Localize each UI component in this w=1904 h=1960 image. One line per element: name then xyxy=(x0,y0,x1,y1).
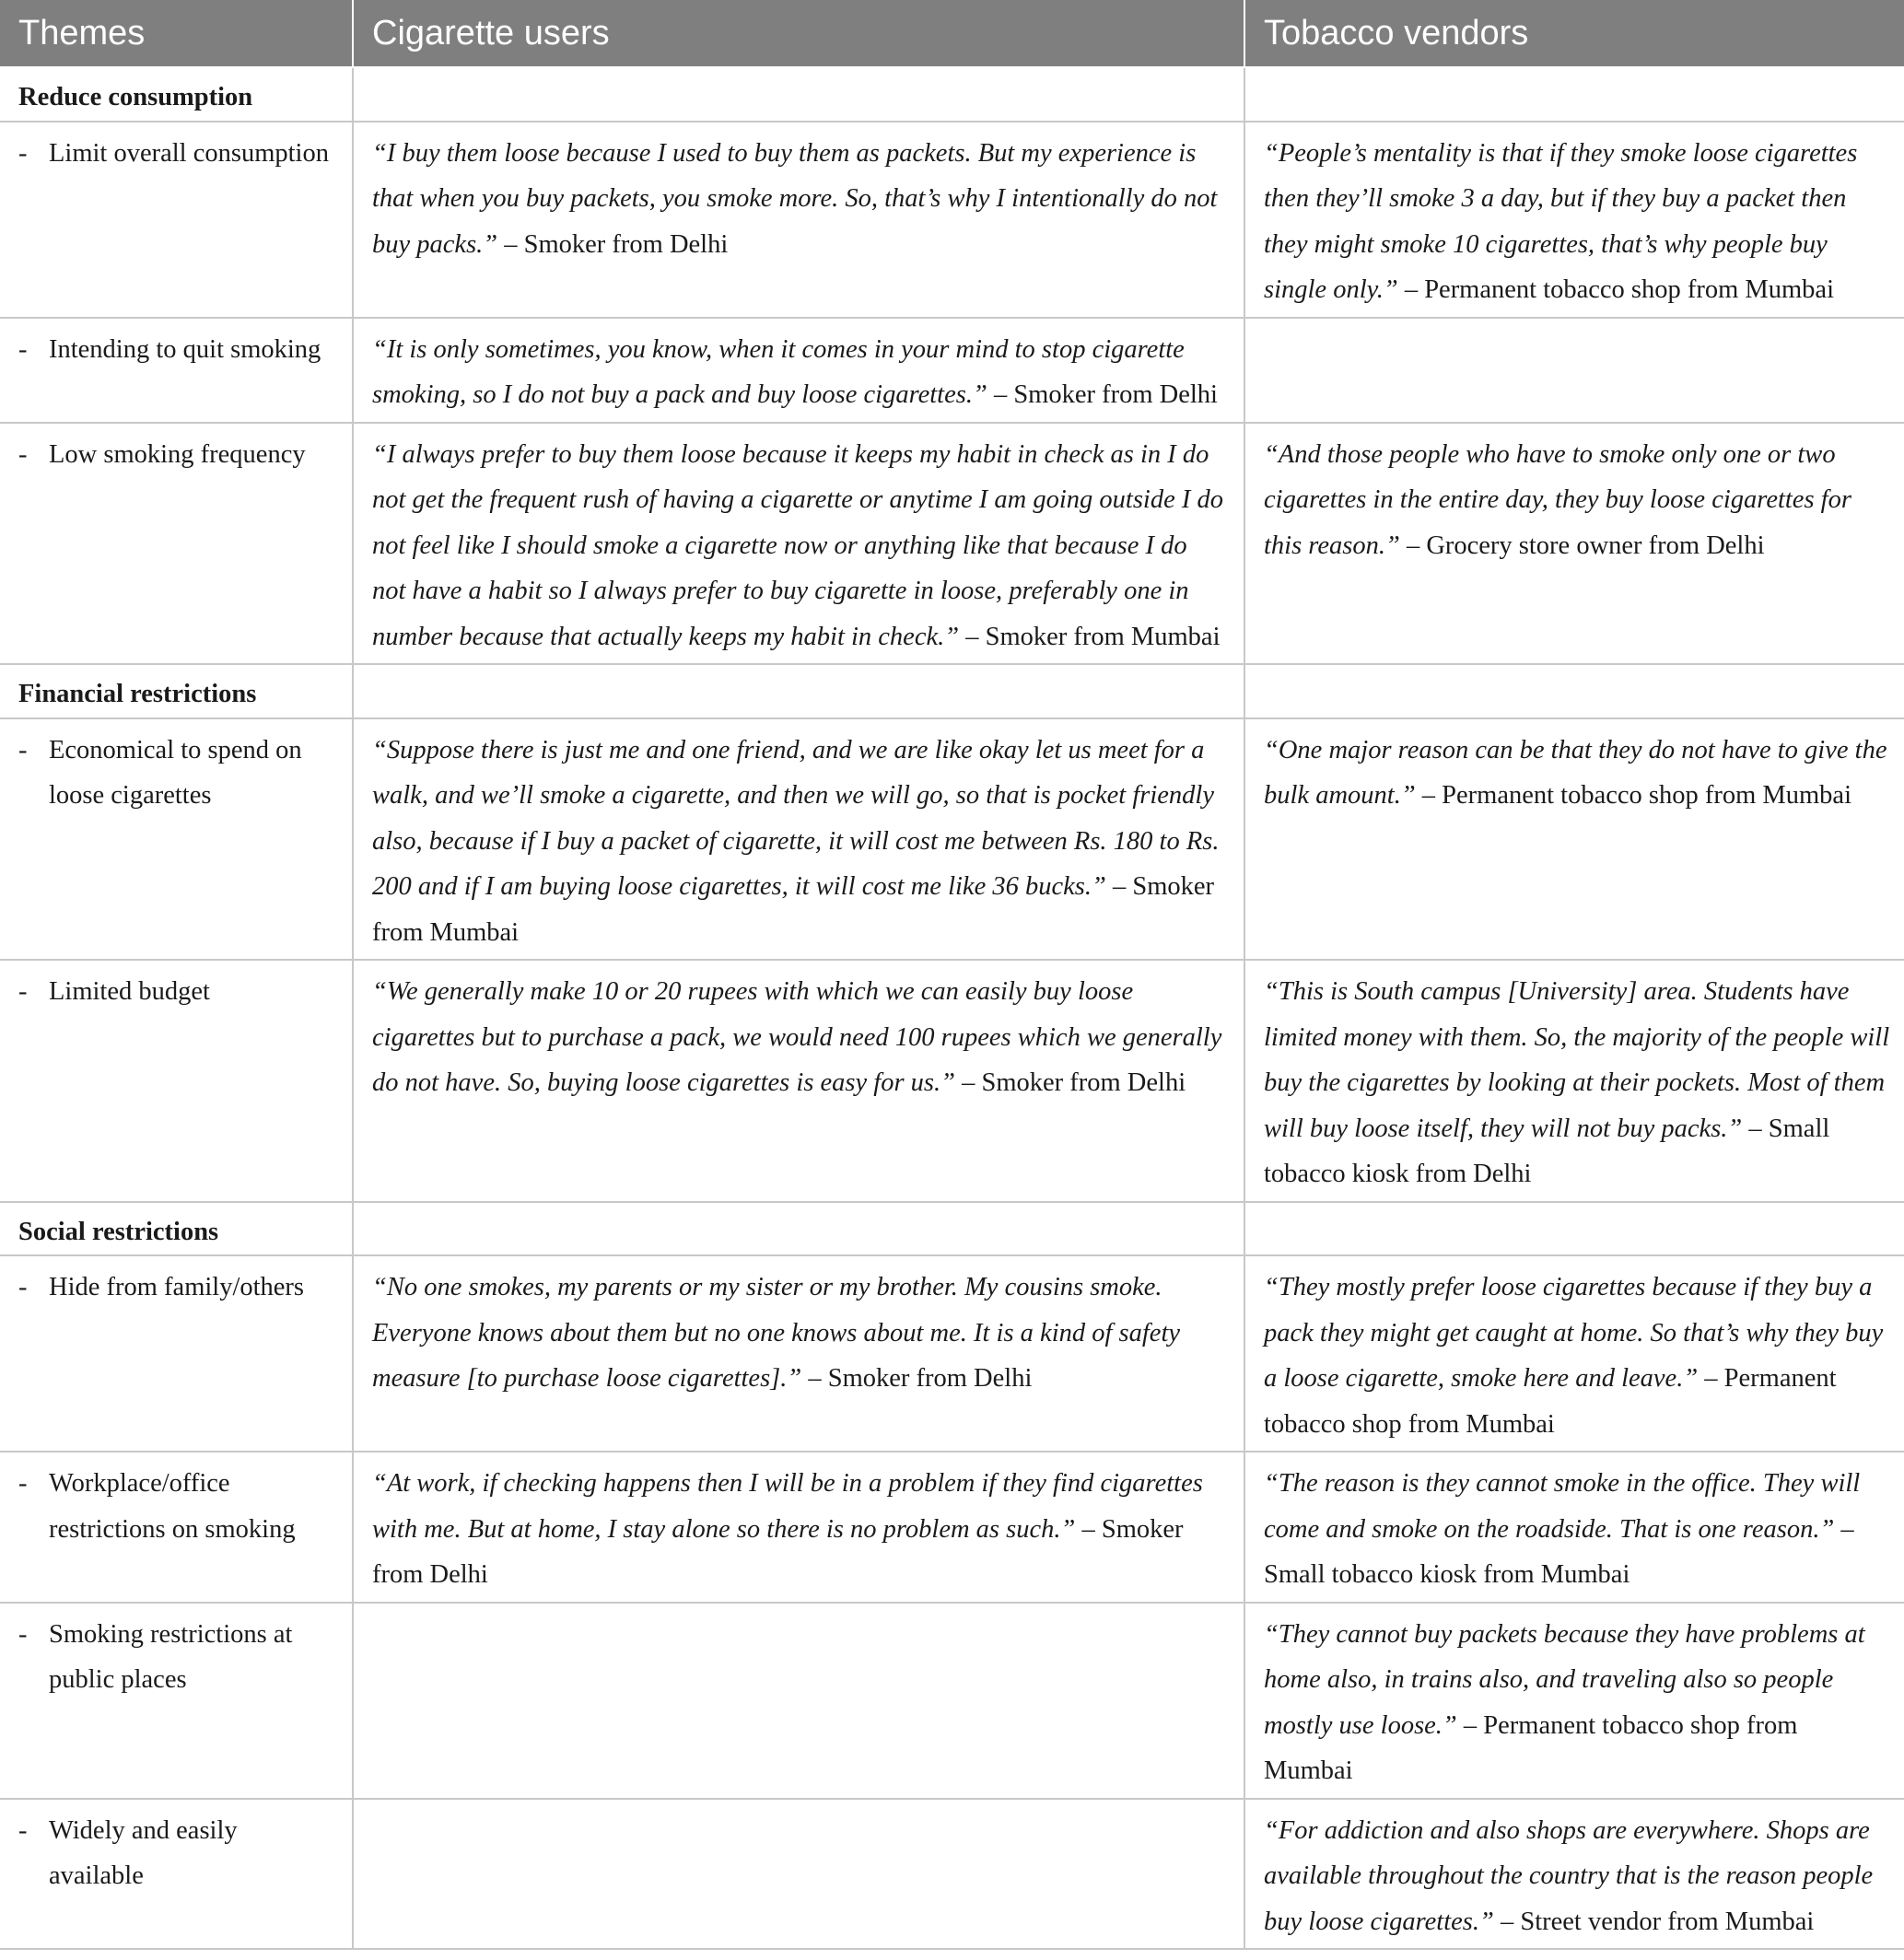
section-empty-cell xyxy=(1244,1202,1904,1256)
section-row-financial-restrictions xyxy=(0,664,1904,718)
users-quote: “We generally make 10 or 20 rupees with which we can easily buy loose cigarettes but to purchase a pack, we would need 100 rupees which we generally do not have. So, buying loose cigarettes is easy for us.” xyxy=(372,977,1222,1097)
vendors-source: – Street vendor from Mumbai xyxy=(1493,1907,1815,1936)
table-row xyxy=(0,960,1904,1202)
vendors-source: – Grocery store owner from Delhi xyxy=(1399,531,1765,560)
users-source: – Smoker from Mumbai xyxy=(372,872,1215,947)
theme-label: Economical to spend on loose cigarettes xyxy=(49,735,302,810)
users-quote: “I always prefer to buy them loose because it keeps my habit in check as in I do not get the frequent rush of having a cigarette or anytime I am going outside I do not feel like I should smoke a cigarette now or anything like that because I do not have a habit so I always prefer to buy cigarette in loose, preferably one in number because that actually keeps my habit in check.” xyxy=(372,439,1223,651)
users-source: – Smoker from Delhi xyxy=(987,380,1218,409)
vendors-quote: “People’s mentality is that if they smoke loose cigarettes then they’ll smoke 3 a day, but if they buy a packet then they might smoke 10 cigarettes, that’s why people buy single only.” xyxy=(1264,138,1858,304)
section-title: Reduce consumption xyxy=(0,67,353,122)
vendors-cell xyxy=(1244,1452,1904,1603)
vendors-source: – Permanent tobacco shop from Mumbai xyxy=(1415,781,1851,810)
users-cell xyxy=(353,1452,1244,1603)
vendors-source: – Permanent tobacco shop from Mumbai xyxy=(1264,1710,1798,1785)
vendors-cell xyxy=(1244,122,1904,318)
users-source: – Smoker from Mumbai xyxy=(959,622,1221,651)
table-row xyxy=(0,1603,1904,1799)
table-row xyxy=(0,1255,1904,1452)
users-cell xyxy=(353,1255,1244,1452)
section-empty-cell xyxy=(353,67,1244,122)
theme-cell xyxy=(0,1799,353,1950)
theme-label: Workplace/office restrictions on smoking xyxy=(49,1469,296,1544)
vendors-cell xyxy=(1244,718,1904,961)
dash-marker: - xyxy=(18,1815,28,1845)
dash-marker: - xyxy=(18,977,28,1006)
theme-label: Hide from family/others xyxy=(49,1273,305,1301)
users-source: – Smoker from Delhi xyxy=(372,1514,1184,1589)
section-title: Social restrictions xyxy=(0,1202,353,1256)
dash-marker: - xyxy=(18,439,28,469)
users-source: – Smoker from Delhi xyxy=(801,1364,1033,1393)
theme-label: Limit overall consumption xyxy=(49,138,329,168)
table-row xyxy=(0,1452,1904,1603)
header-cigarette-users: Cigarette users xyxy=(353,0,1244,67)
theme-cell xyxy=(0,1452,353,1603)
users-cell xyxy=(353,960,1244,1202)
theme-label: Low smoking frequency xyxy=(49,439,306,469)
header-tobacco-vendors: Tobacco vendors xyxy=(1244,0,1904,67)
users-cell xyxy=(353,122,1244,318)
table-row xyxy=(0,1799,1904,1950)
users-source: – Smoker from Delhi xyxy=(955,1068,1186,1097)
users-cell xyxy=(353,423,1244,665)
section-empty-cell xyxy=(1244,67,1904,122)
vendors-cell xyxy=(1244,960,1904,1202)
users-quote: “Suppose there is just me and one friend, and we are like okay let us meet for a walk, and we’ll smoke a cigarette, and then we will go, so that is pocket friendly also, because if I buy a packet of cigarette, it will cost me between Rs. 180 to Rs. 200 and if I am buying loose cigarettes, it will cost me like 36 bucks.” xyxy=(372,735,1220,901)
section-title: Financial restrictions xyxy=(0,664,353,718)
theme-cell xyxy=(0,122,353,318)
vendors-quote: “They cannot buy packets because they have problems at home also, in trains also, and traveling also so people mostly use loose.” xyxy=(1264,1619,1865,1740)
users-source: – Smoker from Delhi xyxy=(497,229,729,259)
users-quote: “No one smokes, my parents or my sister or my brother. My cousins smoke. Everyone knows about them but no one knows about me. It is a kind of safety measure [to purchase loose cigarettes].” xyxy=(372,1273,1181,1393)
section-empty-cell xyxy=(353,664,1244,718)
vendors-source: – Small tobacco kiosk from Mumbai xyxy=(1264,1514,1854,1589)
theme-cell xyxy=(0,960,353,1202)
table-row xyxy=(0,318,1904,423)
table-row xyxy=(0,718,1904,961)
dash-marker: - xyxy=(18,735,28,764)
section-row-reduce-consumption xyxy=(0,67,1904,122)
section-empty-cell xyxy=(353,1202,1244,1256)
users-cell xyxy=(353,718,1244,961)
vendors-cell xyxy=(1244,1255,1904,1452)
vendors-cell xyxy=(1244,1603,1904,1799)
vendors-quote: “One major reason can be that they do not have to give the bulk amount.” xyxy=(1264,735,1887,810)
users-cell xyxy=(353,1603,1244,1799)
table-row xyxy=(0,122,1904,318)
dash-marker: - xyxy=(18,334,28,364)
theme-label: Limited budget xyxy=(49,977,210,1006)
theme-label: Intending to quit smoking xyxy=(49,334,321,364)
header-row xyxy=(0,0,1904,67)
vendors-cell xyxy=(1244,318,1904,423)
dash-marker: - xyxy=(18,1619,28,1649)
theme-cell xyxy=(0,718,353,961)
header-themes: Themes xyxy=(0,0,353,67)
theme-cell xyxy=(0,423,353,665)
section-empty-cell xyxy=(1244,664,1904,718)
dash-marker: - xyxy=(18,1273,28,1301)
theme-cell xyxy=(0,318,353,423)
table-row xyxy=(0,423,1904,665)
vendors-cell xyxy=(1244,1799,1904,1950)
theme-label: Widely and easily available xyxy=(49,1815,238,1890)
users-quote: “At work, if checking happens then I will be in a problem if they find cigarettes with me. But at home, I stay alone so there is no problem as such.” xyxy=(372,1469,1203,1544)
vendors-source: – Permanent tobacco shop from Mumbai xyxy=(1397,275,1834,304)
vendors-quote: “And those people who have to smoke only one or two cigarettes in the entire day, they buy loose cigarettes for this reason.” xyxy=(1264,439,1851,560)
users-cell xyxy=(353,1799,1244,1950)
dash-marker: - xyxy=(18,138,28,168)
vendors-source: – Permanent tobacco shop from Mumbai xyxy=(1264,1364,1837,1439)
theme-cell xyxy=(0,1603,353,1799)
users-quote: “It is only sometimes, you know, when it comes in your mind to stop cigarette smoking, so I do not buy a pack and buy loose cigarettes.” xyxy=(372,334,1185,409)
theme-label: Smoking restrictions at public places xyxy=(49,1619,293,1694)
users-quote: “I buy them loose because I used to buy them as packets. But my experience is that when you buy packets, you smoke more. So, that’s why I intentionally do not buy packs.” xyxy=(372,138,1218,259)
vendors-source: – Small tobacco kiosk from Delhi xyxy=(1264,1114,1830,1188)
section-row-social-restrictions xyxy=(0,1202,1904,1256)
vendors-quote: “The reason is they cannot smoke in the office. They will come and smoke on the roadside. That is one reason.” xyxy=(1264,1469,1861,1544)
theme-cell xyxy=(0,1255,353,1452)
dash-marker: - xyxy=(18,1469,28,1498)
vendors-quote: “For addiction and also shops are everywhere. Shops are available throughout the country that is the reason people buy loose cigarettes.” xyxy=(1264,1815,1874,1936)
vendors-quote: “They mostly prefer loose cigarettes because if they buy a pack they might get caught at home. So that’s why they buy a loose cigarette, smoke here and leave.” xyxy=(1264,1273,1884,1393)
vendors-quote: “This is South campus [University] area. Students have limited money with them. So, the majority of the people will buy the cigarettes by looking at their pockets. Most of them will buy loose itself, they will not buy packs.” xyxy=(1264,977,1890,1143)
vendors-cell xyxy=(1244,423,1904,665)
users-cell xyxy=(353,318,1244,423)
